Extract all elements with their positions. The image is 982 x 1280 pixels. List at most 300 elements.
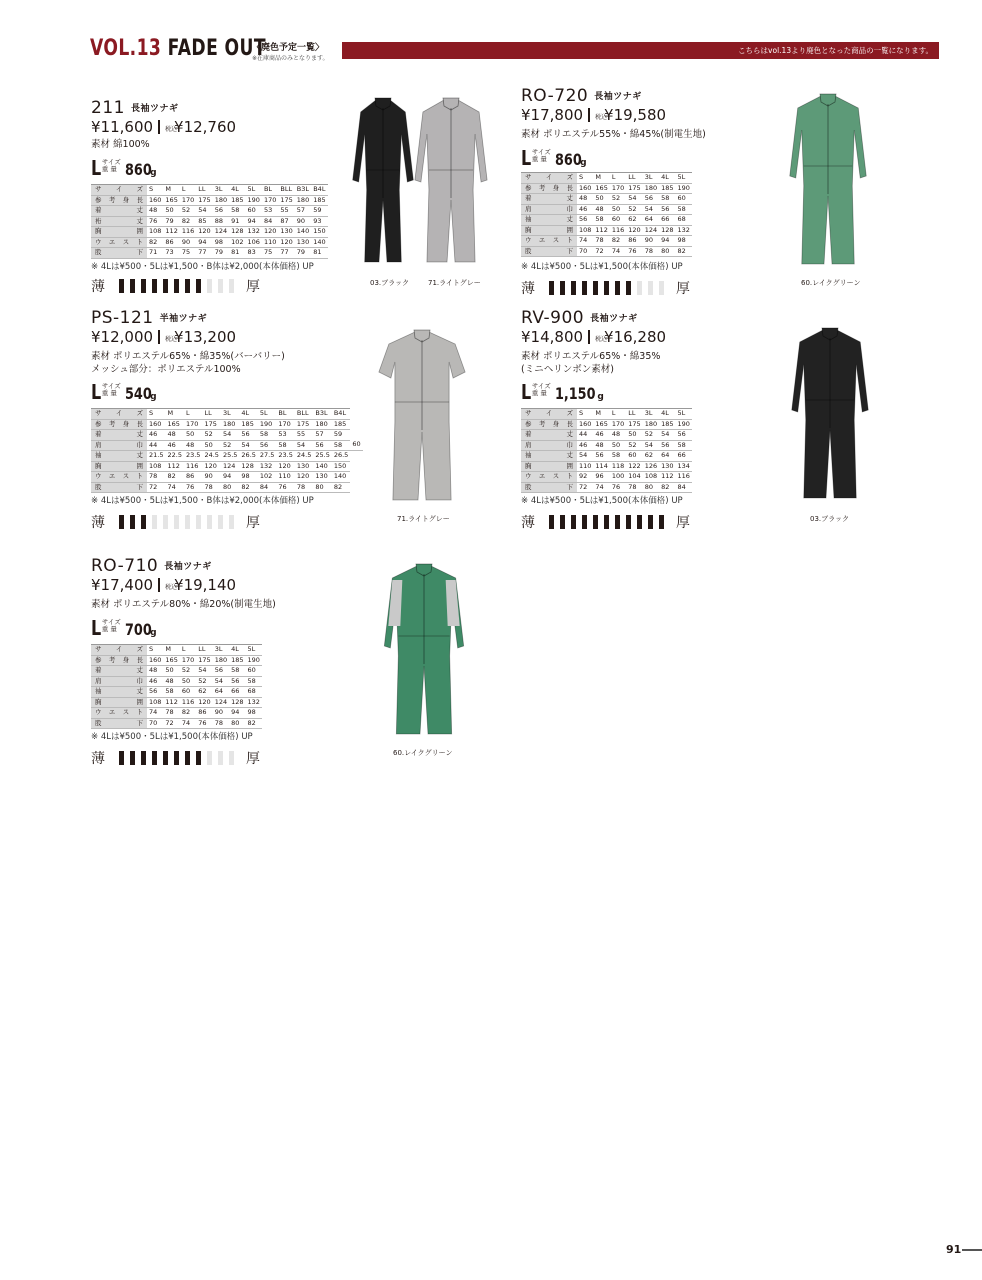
size-cell: 82 xyxy=(147,237,163,248)
garment-211-lightgrey xyxy=(412,90,490,270)
size-cell: 64 xyxy=(213,687,229,698)
size-cell: 54 xyxy=(196,206,212,217)
size-cell: 5L xyxy=(258,409,276,420)
page-subtitle: 〈廃色予定一覧〉 xyxy=(252,43,325,53)
size-cell: 81 xyxy=(229,248,245,259)
material-line: 素材 ポリエステル65%・綿35% xyxy=(521,351,661,362)
size-cell: 84 xyxy=(262,216,278,227)
thickness-bar xyxy=(152,515,157,529)
size-cell: 76 xyxy=(610,482,626,493)
size-cell: 175 xyxy=(198,655,211,664)
size-cell: 112 xyxy=(661,472,674,480)
size-cell: 82 xyxy=(246,718,262,729)
size-cell: 4L xyxy=(229,645,245,656)
thick-label: 厚 xyxy=(246,279,260,295)
size-cell: 190 xyxy=(677,183,690,192)
product-type: 長袖ツナギ xyxy=(590,314,638,324)
thickness-bar xyxy=(615,515,620,529)
size-cell: 98 xyxy=(676,236,692,247)
size-cell: 46 xyxy=(147,430,165,441)
size-cell: 60 xyxy=(246,206,262,217)
size-cell: S xyxy=(147,185,163,196)
size-cell: 60 xyxy=(676,194,692,205)
product-weight xyxy=(91,616,157,638)
size-cell: 124 xyxy=(644,225,658,234)
size-table-row xyxy=(521,183,692,194)
size-cell: 84 xyxy=(676,482,692,493)
thickness-bar xyxy=(582,281,587,295)
thickness-bar xyxy=(185,515,190,529)
size-cell: B3L xyxy=(295,185,311,196)
row-label: ウエスト xyxy=(91,472,147,483)
caption-ps-121-lightgrey: 71.ライトグレー xyxy=(397,515,450,523)
thickness-bar xyxy=(185,279,190,293)
size-cell: 50 xyxy=(184,430,202,441)
garment-rv-900-black xyxy=(788,320,872,506)
size-cell: 116 xyxy=(184,461,202,472)
size-cell: 58 xyxy=(676,440,692,451)
size-cell: 78 xyxy=(295,482,313,493)
row-label: 参考身長 xyxy=(521,419,577,430)
thickness-bar xyxy=(207,279,212,293)
thickness-bar xyxy=(626,281,631,295)
thickness-bar xyxy=(549,281,554,295)
size-cell: 130 xyxy=(280,227,293,235)
size-table-row xyxy=(91,687,262,698)
tax-label: 税込 xyxy=(165,584,178,591)
thickness-bar xyxy=(141,515,146,529)
size-cell: 79 xyxy=(163,216,179,227)
product-material xyxy=(521,350,660,376)
thickness-bar xyxy=(141,279,146,293)
thickness-bar xyxy=(185,751,190,765)
size-table-row xyxy=(521,440,692,451)
size-cell: 120 xyxy=(198,697,211,706)
thickness-bar xyxy=(163,279,168,293)
size-cell: S xyxy=(147,409,165,420)
size-cell: 79 xyxy=(213,248,229,259)
product-code-text: 211 xyxy=(91,98,125,118)
size-cell: 110 xyxy=(263,237,277,246)
size-cell: 78 xyxy=(213,718,229,729)
size-cell: 98 xyxy=(213,237,229,248)
size-cell: 190 xyxy=(677,419,690,428)
row-label: 着 丈 xyxy=(91,430,147,441)
size-cell: 108 xyxy=(147,461,165,472)
size-cell: 26.5 xyxy=(241,451,256,459)
thickness-bar xyxy=(229,279,234,293)
price-base: ¥17,800 xyxy=(521,106,584,124)
product-price xyxy=(521,328,666,346)
size-cell: 71 xyxy=(147,248,163,259)
size-cell: 60 xyxy=(626,451,642,462)
row-label: 着 丈 xyxy=(91,206,147,217)
size-cell: 58 xyxy=(163,687,179,698)
size-cell: LL xyxy=(626,409,642,420)
size-cell: 140 xyxy=(313,461,331,472)
thickness-bar xyxy=(659,281,664,295)
size-cell: S xyxy=(577,409,593,420)
size-cell: 3L xyxy=(221,409,239,420)
size-cell: 170 xyxy=(181,195,195,204)
size-cell: 170 xyxy=(184,419,202,430)
size-cell: 58 xyxy=(229,666,245,677)
size-cell: 100 xyxy=(611,472,625,480)
size-cell: 48 xyxy=(577,194,593,205)
thickness-bar xyxy=(659,515,664,529)
material-line: 素材 ポリエステル80%・綿20%(制電生地) xyxy=(91,599,276,610)
price-base: ¥14,800 xyxy=(521,328,584,346)
size-cell: 150 xyxy=(332,461,350,472)
size-cell: 66 xyxy=(229,687,245,698)
size-cell: 5L xyxy=(676,409,692,420)
thickness-bar xyxy=(130,515,135,529)
size-table-row xyxy=(91,718,262,729)
size-cell: 56 xyxy=(577,215,593,226)
size-cell: 190 xyxy=(247,655,260,664)
thin-label: 薄 xyxy=(91,279,105,295)
size-cell: 46 xyxy=(165,440,183,451)
size-cell: 180 xyxy=(296,195,310,204)
size-cell: LL xyxy=(626,173,642,184)
product-weight xyxy=(91,380,157,402)
size-cell: 56 xyxy=(239,430,257,441)
product-weight xyxy=(521,380,604,402)
size-table-row xyxy=(521,461,692,472)
size-cell: 56 xyxy=(147,687,163,698)
thickness-bar xyxy=(218,279,223,293)
size-cell: 56 xyxy=(229,676,245,687)
size-upcharge-note: ※ 4Lは¥500・5Lは¥1,500(本体価格) UP xyxy=(91,732,253,742)
price-separator xyxy=(588,108,590,122)
row-label: 裄 丈 xyxy=(91,216,147,227)
size-cell: 56 xyxy=(643,194,659,205)
row-label: 着 丈 xyxy=(91,666,147,677)
material-line: メッシュ部分：ポリエステル100% xyxy=(91,364,241,375)
size-cell: 52 xyxy=(610,194,626,205)
weight-value: 700 xyxy=(124,620,152,639)
size-table xyxy=(91,184,328,259)
size-cell: 52 xyxy=(196,676,212,687)
caption-211-lightgrey: 71.ライトグレー xyxy=(428,279,481,287)
size-table-row xyxy=(521,173,692,184)
size-cell: 140 xyxy=(296,227,310,235)
size-cell: 58 xyxy=(676,204,692,215)
weight-label-bottom: 重 量 xyxy=(531,155,547,163)
size-cell: 110 xyxy=(579,461,592,470)
thick-label: 厚 xyxy=(246,515,260,531)
weight-label-top: サイズ xyxy=(531,382,551,390)
size-cell: 56 xyxy=(593,451,609,462)
size-cell: 108 xyxy=(644,472,658,480)
title-label: FADE OUT xyxy=(167,36,266,61)
size-cell: 58 xyxy=(229,206,245,217)
size-cell: 81 xyxy=(311,248,327,259)
size-cell: 102 xyxy=(231,237,244,246)
material-line: 素材 綿100% xyxy=(91,139,150,150)
size-table-row xyxy=(91,216,328,227)
thickness-bar xyxy=(174,279,179,293)
product-price xyxy=(91,576,236,594)
size-cell: 165 xyxy=(165,655,178,664)
weight-label-bottom: 重 量 xyxy=(531,389,547,397)
size-cell: 58 xyxy=(276,440,294,451)
row-label: 胸 囲 xyxy=(521,225,577,236)
size-cell: 82 xyxy=(676,246,692,257)
thickness-bar xyxy=(130,279,135,293)
price-separator xyxy=(158,578,160,592)
size-cell: 54 xyxy=(221,430,239,441)
size-cell: 82 xyxy=(165,472,183,483)
size-table-row xyxy=(91,440,363,451)
size-cell: 57 xyxy=(313,430,331,441)
weight-value: 860 xyxy=(124,160,152,179)
thickness-bar xyxy=(119,515,124,529)
size-cell: 180 xyxy=(214,655,228,664)
row-label: 袖 丈 xyxy=(91,451,147,462)
size-cell: 4L xyxy=(659,173,675,184)
size-cell: 54 xyxy=(213,676,229,687)
size-cell: 74 xyxy=(147,708,163,719)
size-cell: 165 xyxy=(595,183,608,192)
size-cell: 78 xyxy=(202,482,220,493)
size-cell: 112 xyxy=(165,697,178,706)
row-label: サ イ ズ xyxy=(91,409,147,420)
size-cell: 77 xyxy=(196,248,212,259)
size-cell: 128 xyxy=(239,461,257,472)
size-cell: 90 xyxy=(643,236,659,247)
size-cell: BL xyxy=(276,409,294,420)
size-cell: 48 xyxy=(165,430,183,441)
size-cell: 120 xyxy=(295,472,313,483)
size-table xyxy=(91,644,262,729)
row-label: 参考身長 xyxy=(521,183,577,194)
thin-label: 薄 xyxy=(521,515,535,531)
size-cell: 108 xyxy=(579,225,592,234)
size-table-row xyxy=(91,645,262,656)
size-cell: M xyxy=(593,173,609,184)
product-price xyxy=(91,118,236,136)
size-cell: 24.5 xyxy=(204,451,219,459)
size-cell: 82 xyxy=(332,482,350,493)
size-cell: 78 xyxy=(163,708,179,719)
size-table-row xyxy=(91,419,363,430)
thickness-bar xyxy=(119,279,124,293)
caption-ro-720-green: 60.レイクグリーン xyxy=(801,279,861,287)
size-cell: 122 xyxy=(628,461,641,470)
page-number: 91 xyxy=(946,1243,962,1256)
size-cell: 74 xyxy=(165,482,183,493)
size-cell: 5L xyxy=(246,645,262,656)
size-cell: M xyxy=(163,645,179,656)
size-cell: 50 xyxy=(610,440,626,451)
product-code xyxy=(521,86,642,106)
size-cell: LL xyxy=(196,645,212,656)
size-cell: 83 xyxy=(246,248,262,259)
size-cell: 120 xyxy=(276,461,294,472)
row-label: ウエスト xyxy=(521,236,577,247)
size-cell: S xyxy=(147,645,163,656)
thickness-bar xyxy=(637,515,642,529)
size-cell: 116 xyxy=(611,225,625,234)
size-cell: 72 xyxy=(147,482,165,493)
size-cell: 62 xyxy=(196,687,212,698)
size-cell: 87 xyxy=(278,216,294,227)
size-cell: 52 xyxy=(626,204,642,215)
size-cell: 94 xyxy=(229,708,245,719)
size-cell: 78 xyxy=(593,236,609,247)
size-cell: 52 xyxy=(202,430,220,441)
size-cell: 5L xyxy=(246,185,262,196)
product-type: 長袖ツナギ xyxy=(594,92,642,102)
row-label: 着 丈 xyxy=(521,430,577,441)
weight-unit: g xyxy=(597,392,604,402)
caption-rv-900-black: 03.ブラック xyxy=(810,515,849,523)
size-cell: 140 xyxy=(332,472,350,483)
size-table-row xyxy=(91,461,363,472)
size-cell: 76 xyxy=(626,246,642,257)
size-table xyxy=(521,172,692,257)
price-separator xyxy=(588,330,590,344)
size-table-row xyxy=(521,430,692,441)
size-cell: 160 xyxy=(579,419,592,428)
thickness-bar xyxy=(637,281,642,295)
size-cell: M xyxy=(163,185,179,196)
size-cell: 80 xyxy=(313,482,331,493)
size-cell: 77 xyxy=(278,248,294,259)
size-cell: 90 xyxy=(180,237,196,248)
size-cell: 82 xyxy=(610,236,626,247)
size-cell: 128 xyxy=(661,225,674,234)
row-label: 肩 巾 xyxy=(91,676,147,687)
size-cell: 170 xyxy=(611,419,625,428)
size-cell: 130 xyxy=(313,472,331,483)
size-cell: 46 xyxy=(593,430,609,441)
price-base: ¥17,400 xyxy=(91,576,154,594)
size-cell: 50 xyxy=(163,206,179,217)
size-cell: BLL xyxy=(278,185,294,196)
stock-note: ※在庫商品のみとなります。 xyxy=(252,55,329,62)
product-material xyxy=(521,128,706,141)
size-table-row xyxy=(521,246,692,257)
size-cell: 130 xyxy=(295,461,313,472)
size-cell: 48 xyxy=(593,204,609,215)
size-cell: 54 xyxy=(643,204,659,215)
size-cell: 21.5 xyxy=(149,451,164,459)
size-table-row xyxy=(91,655,262,666)
thickness-bar xyxy=(196,751,201,765)
row-label: 参考身長 xyxy=(91,195,147,206)
thin-label: 薄 xyxy=(91,515,105,531)
thickness-bar xyxy=(152,751,157,765)
size-cell: 50 xyxy=(610,204,626,215)
size-cell: 80 xyxy=(659,246,675,257)
product-price xyxy=(521,106,666,124)
thickness-bar xyxy=(549,515,554,529)
weight-label xyxy=(102,159,121,173)
size-cell: 5L xyxy=(676,173,692,184)
size-cell: 79 xyxy=(295,248,311,259)
thickness-bar xyxy=(174,515,179,529)
weight-label-bottom: 重 量 xyxy=(101,165,117,173)
weight-size: L xyxy=(521,146,532,170)
product-code xyxy=(521,308,638,328)
size-cell: 50 xyxy=(163,666,179,677)
size-cell: 48 xyxy=(610,430,626,441)
size-cell: 190 xyxy=(247,195,260,204)
size-cell: 170 xyxy=(611,183,625,192)
size-cell: 54 xyxy=(643,440,659,451)
size-cell: 46 xyxy=(577,440,593,451)
size-table-row xyxy=(91,676,262,687)
page-title xyxy=(90,36,266,61)
size-cell: 76 xyxy=(196,718,212,729)
weight-value: 540 xyxy=(124,384,152,403)
size-cell: 53 xyxy=(276,430,294,441)
size-cell: 54 xyxy=(239,440,257,451)
size-cell: 116 xyxy=(181,697,195,706)
material-line: (ミニヘリンボン素材) xyxy=(521,364,614,375)
size-cell: B3L xyxy=(313,409,331,420)
row-label: 胸 囲 xyxy=(91,461,147,472)
size-cell: 86 xyxy=(163,237,179,248)
header-bar-text: こちらはvol.13より廃色となった商品の一覧になります。 xyxy=(738,46,933,55)
size-cell: 48 xyxy=(147,666,163,677)
row-label: サ イ ズ xyxy=(521,173,577,184)
thickness-bar xyxy=(571,281,576,295)
product-code-text: PS-121 xyxy=(91,308,154,328)
weight-label-top: サイズ xyxy=(101,618,121,626)
thickness-bar xyxy=(218,751,223,765)
size-cell: M xyxy=(165,409,183,420)
size-cell: 180 xyxy=(214,195,228,204)
size-cell: 48 xyxy=(184,440,202,451)
size-cell: 48 xyxy=(147,206,163,217)
size-cell: 88 xyxy=(213,216,229,227)
size-cell: 130 xyxy=(661,461,674,470)
material-line: 素材 ポリエステル65%・綿35%(バーバリー) xyxy=(91,351,285,362)
size-cell: 60 xyxy=(180,687,196,698)
size-cell: 185 xyxy=(313,195,326,204)
weight-unit: g xyxy=(580,158,587,168)
price-with-tax: ¥16,280 xyxy=(604,328,667,346)
vol-label: VOL.13 xyxy=(90,36,162,61)
size-cell: 86 xyxy=(626,236,642,247)
size-cell: 3L xyxy=(213,645,229,656)
weight-unit: g xyxy=(150,168,157,178)
size-cell: 124 xyxy=(214,697,228,706)
size-cell: 46 xyxy=(577,204,593,215)
size-cell: 44 xyxy=(577,430,593,441)
price-separator xyxy=(158,120,160,134)
size-cell: 46 xyxy=(147,676,163,687)
row-label: サ イ ズ xyxy=(521,409,577,420)
row-label: 袖 丈 xyxy=(521,215,577,226)
size-cell: 110 xyxy=(276,472,294,483)
row-label: 胸 囲 xyxy=(521,461,577,472)
row-label: ウエスト xyxy=(91,237,147,248)
size-cell: 58 xyxy=(332,440,350,451)
size-cell: 165 xyxy=(595,419,608,428)
size-cell: 96 xyxy=(593,472,609,483)
size-cell: 170 xyxy=(263,195,277,204)
thick-label: 厚 xyxy=(676,515,690,531)
size-cell: 58 xyxy=(593,215,609,226)
size-upcharge-note: ※ 4Lは¥500・5Lは¥1,500(本体価格) UP xyxy=(521,496,683,506)
tax-label: 税込 xyxy=(165,336,178,343)
size-cell: 175 xyxy=(628,183,641,192)
size-cell: 72 xyxy=(163,718,179,729)
